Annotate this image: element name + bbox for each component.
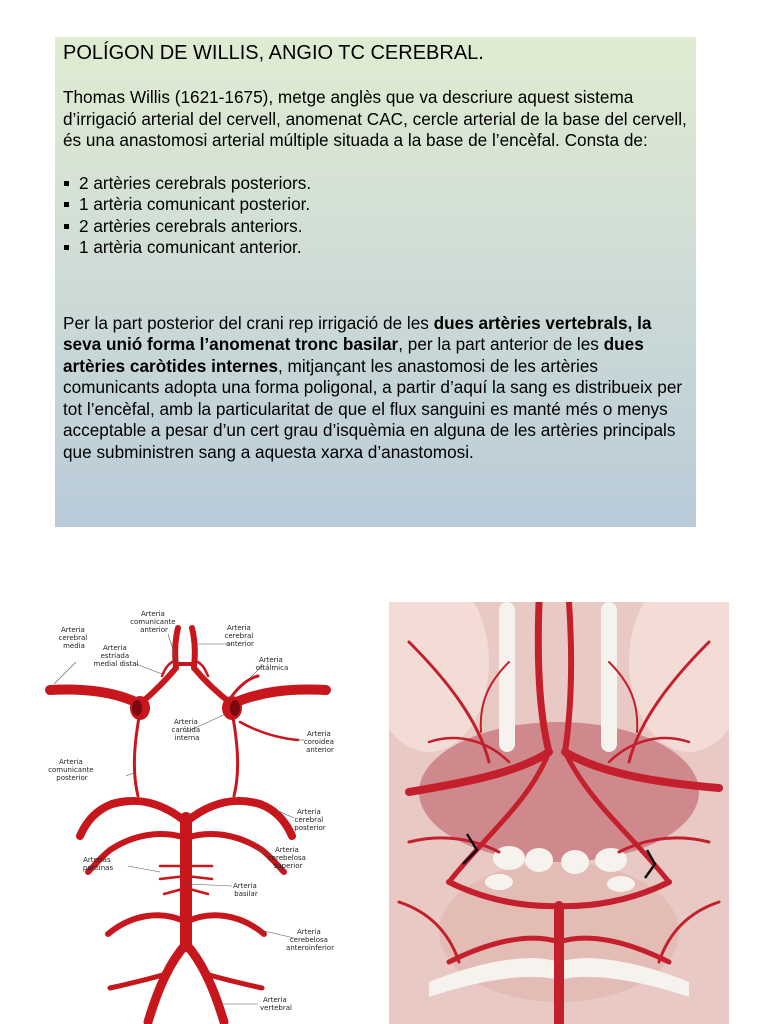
anterior-inferior-cerebellar-artery-right [186,915,264,934]
bullet-item: 1 artèria comunicant anterior. [63,237,688,259]
posterior-communicating-artery-left [134,712,140,796]
anatomical-photo [389,602,729,1024]
artery-network [50,628,326,1022]
body-text: , mitjançant les anastomosi de les artèries comunicants adopta una forma poligonal, a partir d’aquí la sang es distribueix per tot l’encèfal, amb la particularitat de que el flux sanguini es manté més o menys acceptable a pesar d’un cert grau d’isquèmia en alguna de les artèries principals que subministren sang a aquesta xarxa d’anastomosi. [63,355,683,462]
posterior-cerebral-artery-left [80,801,186,836]
document-title: POLÍGON DE WILLIS, ANGIO TC CEREBRAL. [63,42,484,64]
body-bold-text: dues artèries caròtides internes [63,334,644,376]
label-oftalmica: Arteria oftálmica [255,656,289,672]
bullet-item: 1 artèria comunicant posterior. [63,194,688,216]
label-cerebelosa-anteroinferior: Arteria cerebelosa anteroinferior [286,928,334,952]
body-text: , per la part anterior de les [398,334,604,354]
posterior-cerebral-artery-right [186,801,292,836]
posterior-communicating-artery-right [232,712,238,796]
label-carotida: Arteria carótida interna [171,718,201,742]
bullet-item: 2 artèries cerebrals anteriors. [63,216,688,238]
internal-carotid-ends [130,696,242,720]
label-comunicant-anterior: Arteria comunicante anterior [130,610,176,634]
label-basilar: Arteria basilar [232,882,258,898]
anterior-inferior-cerebellar-artery-left [108,915,186,934]
bullet-item: 2 artèries cerebrals posteriors. [63,173,688,195]
body-text: Per la part posterior del crani rep irrigació de les [63,312,434,333]
vertebral-artery-left [148,944,186,1022]
anterior-choroidal-artery [240,722,298,740]
label-coroidea: Arteria coroidea anterior [303,730,334,754]
middle-cerebral-artery-left [50,690,140,704]
text-panel [55,37,696,527]
label-comunicante-posterior: Arteria comunicante posterior [48,758,94,782]
intro-paragraph: Thomas Willis (1621-1675), metge anglès que va descriure aquest sistema d’irrigació arterial del cervell, anomenat CAC, cercle arterial de la base del cervell, és una anastomosi arterial múltiple situada a la base de l’encèfal. Consta de: [63,87,687,150]
label-vertebral: Arteria vertebral [260,996,292,1012]
circle-of-willis-diagram [36,604,346,1024]
label-cerebral-media: Arteria cerebral media [58,626,88,650]
label-cerebral-anterior: Arteria cerebral anterior [224,624,254,648]
middle-cerebral-artery-right [232,690,326,704]
vertebral-artery-right [186,944,224,1022]
label-estriada: Arteria estriada medial distal [93,644,139,668]
label-cerebelosa-superior: Arteria cerebelosa superior [267,846,306,870]
body-paragraph [63,313,688,464]
label-pontinas: Arterias pontinas [82,856,114,872]
bullet-list [63,173,688,259]
body-bold-text: dues artèries vertebrals, la seva unió forma l’anomenat tronc basilar [63,312,652,354]
label-cerebral-posterior: Arteria cerebral posterior [294,808,326,832]
